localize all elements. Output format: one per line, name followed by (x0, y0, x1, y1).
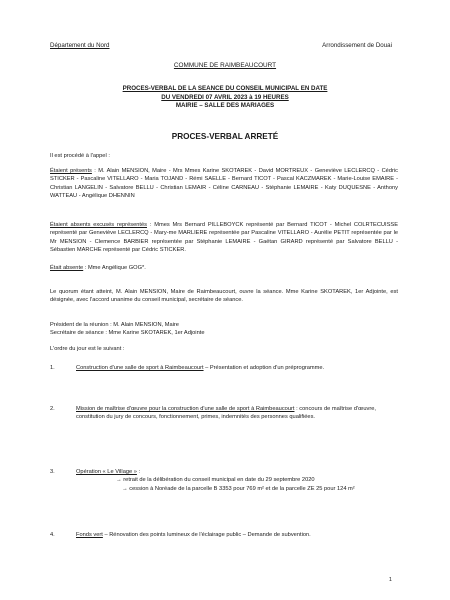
secretary-line: Secrétaire de séance : Mme Karine SKOTAREK, 1er Adjointe (50, 330, 205, 337)
agenda-item-text: – Présentation et adoption d'un préprogramme. (203, 365, 325, 371)
agenda-item-text: : concours de maîtrise d'œuvre, constitution du jury de concours, fonctionnement, primes, indemnités des personnes qualifiées. (76, 406, 376, 421)
agenda-item-text: – Rénovation des points lumineux de l'éclairage public – Demande de subvention. (102, 532, 311, 538)
intro-text: Il est procédé à l'appel : (50, 153, 110, 159)
quorum-paragraph: Le quorum étant atteint, M. Alain MENSION, Maire de Raimbeaucourt, ouvre la séance. Mme Karine SKOTAREK, 1er Adjointe, est désignée, avec l'accord unanime du conseil municipal, secrétaire de séance. (50, 289, 398, 304)
arrondissement-header: Arrondissement de Douai (322, 42, 392, 49)
main-title: PROCES-VERBAL ARRETÉ (171, 132, 279, 141)
present-paragraph (50, 167, 398, 200)
agenda-intro: L'ordre du jour est le suivant : (50, 346, 125, 352)
absent-label: Était absente (50, 265, 84, 271)
president-line: Président de la réunion : M. Alain MENSION, Maire (50, 322, 179, 328)
present-label: Étaient présents (50, 168, 92, 174)
absent-text: : Mme Angélique GOG*. (83, 265, 146, 271)
pv-title-line2: DU VENDREDI 07 AVRIL 2023 à 19 HEURES (161, 93, 289, 101)
excused-text: : Mmes Mrs Bernard PILLEBOYCK représenté par Bernard TICOT - Michel COLRTECUISSE représenté par Geneviève LECLERCQ - Mary-me MARLIERE représentée par Pascaline VITELLARO - Aurélie PETIT représentée par le Mr MENSION - Clemence BARBIER représentée par Stéphanie LEMAIRE - Gaëtan GIRARD représenté par Salvatore BELLU - Sébastien MARCHE représenté par Cédric STICKER. (50, 222, 398, 253)
officers-block (50, 321, 398, 338)
department-header: Département du Nord (50, 42, 110, 49)
agenda-item-text: : (136, 469, 141, 475)
absent-paragraph (50, 264, 398, 272)
agenda-item-number: 1. (50, 365, 55, 371)
agenda-item-number: 2. (50, 406, 55, 412)
agenda-item-number: 4. (50, 532, 55, 538)
agenda-subitem-1: → retrait de la délibération du conseil municipal en date du 29 septembre 2020 (116, 477, 315, 484)
agenda-item-title: Opération « Le Village » (76, 469, 137, 475)
pv-title-line1: PROCES-VERBAL DE LA SEANCE DU CONSEIL MUNICIPAL EN DATE (122, 85, 328, 92)
page-number: 1 (388, 577, 392, 583)
commune-title: COMMUNE DE RAIMBEAUCOURT (173, 62, 277, 69)
pv-title (0, 85, 450, 111)
agenda-subitem-2: → cession à Noréade de la parcelle B 3353 pour 769 m² et de la parcelle ZE 25 pour 124 m² (122, 485, 355, 492)
agenda-item-number: 3. (50, 469, 55, 475)
agenda-item-title: Mission de maîtrise d'œuvre pour la construction d'une salle de sport à Raimbeaucourt (76, 406, 295, 412)
excused-label: Étaient absents excusés représentés (50, 222, 147, 228)
agenda-item-title: Fonds vert (76, 532, 103, 538)
pv-title-line3: MAIRIE – SALLE DES MARIAGES (175, 102, 275, 110)
excused-paragraph (50, 221, 398, 254)
agenda-item-title: Construction d'une salle de sport à Raimbeaucourt (76, 365, 204, 371)
present-text: : M. Alain MENSION, Maire - Mrs Mmes Karine SKOTAREK - David MORTREUX - Geneviève LECLERCQ - Cédric STICKER - Pascaline VITELLARO - Maria TOJAND - Rémi SAELLE - Bernard TICOT - Pascal KACZMAREK - Marie-Louise EMAIRE - Christian LANGELIN - Salvatore BELLU - Christian LEMAIR - Céline CARNEAU - Stéphanie LEMAIRE - Katy DUQUESNE - Anthony WATTEAU - Angélique DHENNIN (50, 168, 399, 199)
